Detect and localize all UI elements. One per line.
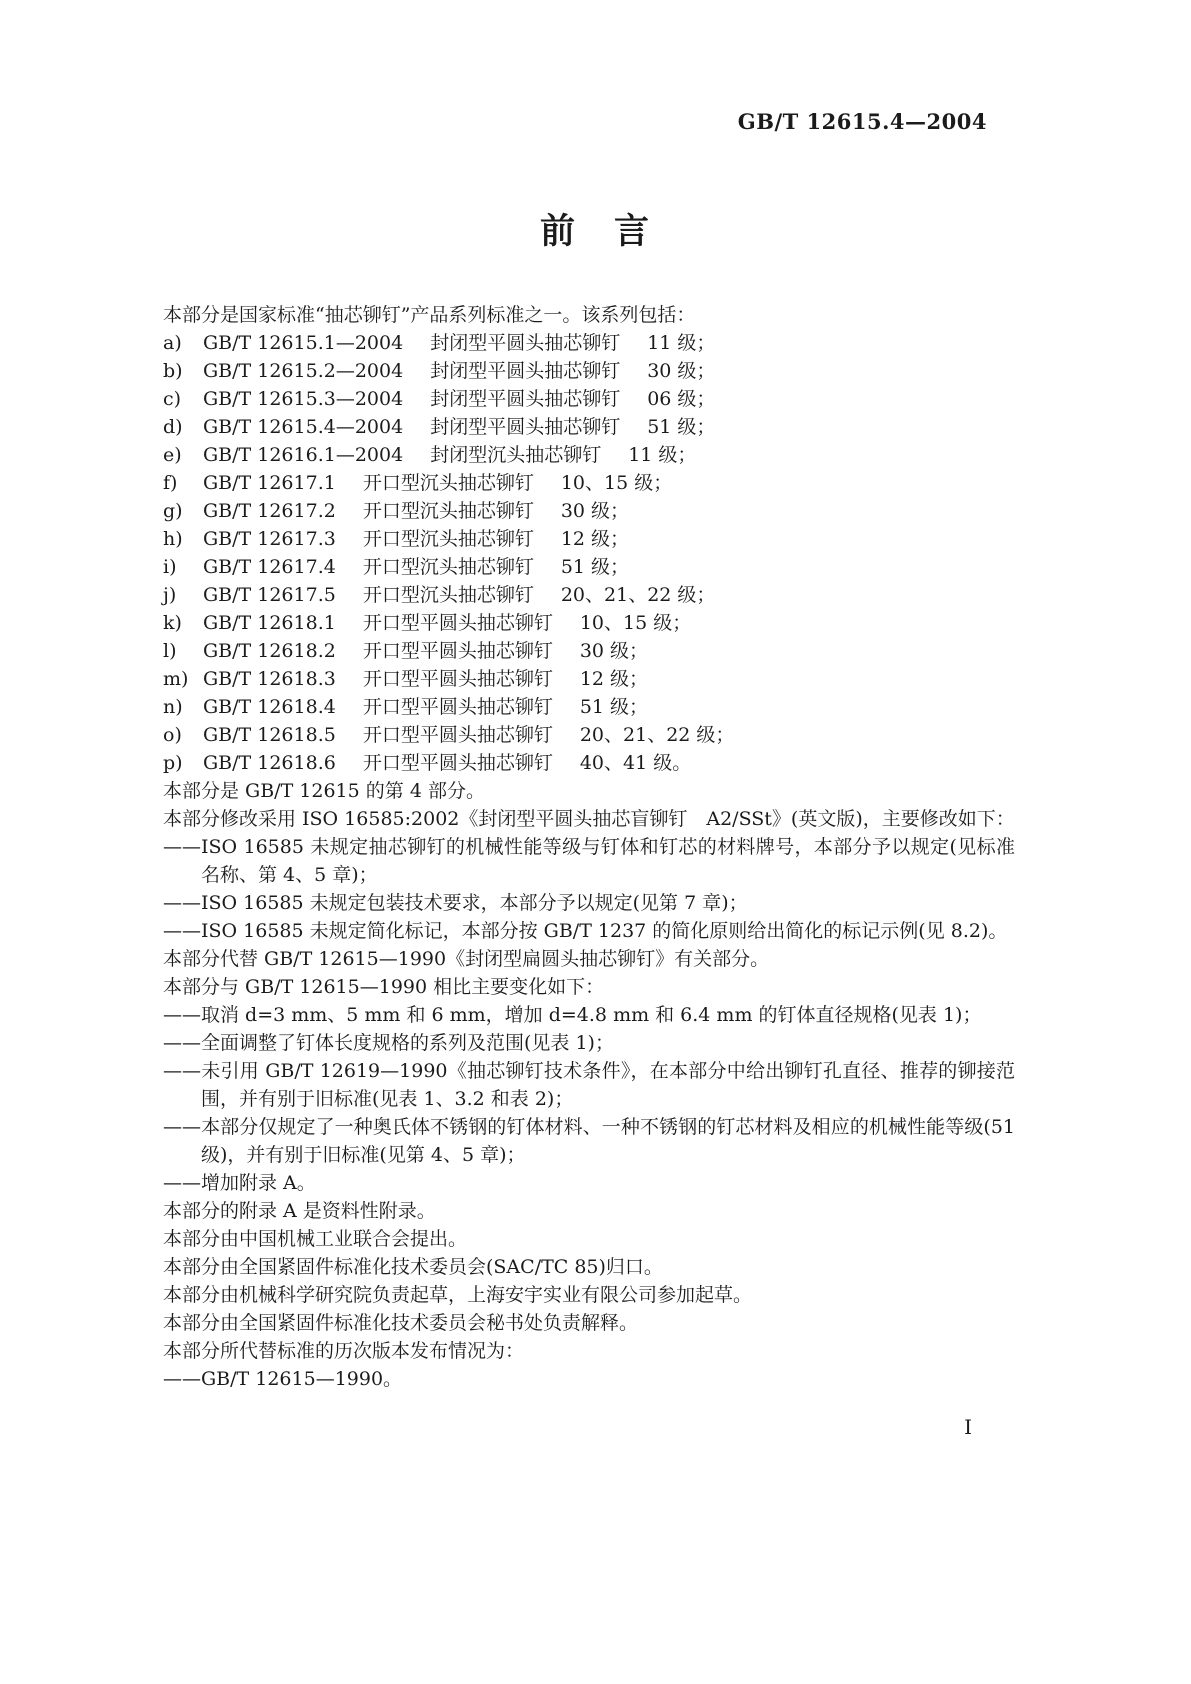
series-item-name: 封闭型沉头抽芯铆钉	[430, 444, 602, 466]
series-item-marker: j)	[163, 584, 177, 606]
series-item-marker: h)	[163, 528, 183, 550]
series-item-name: 开口型沉头抽芯铆钉	[362, 472, 534, 494]
series-item-code: GB/T 12615.4—2004	[203, 416, 404, 438]
series-item	[163, 357, 1015, 385]
series-item-code: GB/T 12617.3	[203, 528, 336, 550]
series-item-code: GB/T 12618.1	[203, 612, 336, 634]
series-item-marker: i)	[163, 556, 177, 578]
series-item-name: 开口型沉头抽芯铆钉	[362, 556, 534, 578]
series-item	[163, 469, 1015, 497]
foreword-paragraph: 本部分由中国机械工业联合会提出。	[163, 1228, 468, 1250]
series-item-grade: 51 级；	[579, 696, 649, 718]
series-item-name: 封闭型平圆头抽芯铆钉	[430, 388, 621, 410]
series-item-code: GB/T 12618.2	[203, 640, 336, 662]
foreword-dash-item: ——GB/T 12615—1990。	[163, 1368, 403, 1390]
series-item-code: GB/T 12616.1—2004	[203, 444, 404, 466]
series-item-marker: g)	[163, 500, 183, 522]
series-item-name: 封闭型平圆头抽芯铆钉	[430, 332, 621, 354]
foreword-dash-item: ——取消 d=3 mm、5 mm 和 6 mm，增加 d=4.8 mm 和 6.4 mm 的钉体直径规格(见表 1)；	[163, 1004, 982, 1026]
series-item-marker: e)	[163, 444, 182, 466]
series-item-grade: 06 级；	[647, 388, 716, 410]
standard-number: GB/T 12615.4—2004	[737, 109, 987, 134]
series-item	[163, 693, 1015, 721]
series-item-marker: a)	[163, 332, 182, 354]
foreword-dash-item: ——ISO 16585 未规定抽芯铆钉的机械性能等级与钉体和钉芯的材料牌号，本部分予以规定(见标准名称、第 4、5 章)；	[163, 836, 1015, 886]
series-item-marker: f)	[163, 472, 178, 494]
series-item-marker: k)	[163, 612, 182, 634]
series-item-code: GB/T 12617.2	[203, 500, 336, 522]
series-item-marker: o)	[163, 724, 182, 746]
series-item-name: 封闭型平圆头抽芯铆钉	[430, 360, 621, 382]
series-item-code: GB/T 12615.2—2004	[203, 360, 404, 382]
series-item-grade: 20、21、22 级；	[579, 724, 735, 746]
series-item-name: 开口型平圆头抽芯铆钉	[362, 668, 553, 690]
foreword-paragraph: 本部分是 GB/T 12615 的第 4 部分。	[163, 780, 485, 802]
series-item-name: 开口型平圆头抽芯铆钉	[362, 640, 553, 662]
series-item-code: GB/T 12618.3	[203, 668, 336, 690]
series-item	[163, 749, 1015, 777]
series-item	[163, 553, 1015, 581]
series-item-name: 开口型平圆头抽芯铆钉	[362, 724, 553, 746]
foreword-dash-item: ——未引用 GB/T 12619—1990《抽芯铆钉技术条件》，在本部分中给出铆钉孔直径、推荐的铆接范围，并有别于旧标准(见表 1、3.2 和表 2)；	[163, 1060, 1015, 1110]
foreword-dash-item: ——增加附录 A。	[163, 1172, 316, 1194]
series-item-marker: m)	[163, 668, 189, 690]
series-item-code: GB/T 12615.3—2004	[203, 388, 404, 410]
series-item-code: GB/T 12617.1	[203, 472, 336, 494]
series-item-marker: n)	[163, 696, 183, 718]
series-item-name: 封闭型平圆头抽芯铆钉	[430, 416, 621, 438]
series-item-marker: p)	[163, 752, 183, 774]
foreword-paragraph: 本部分与 GB/T 12615—1990 相比主要变化如下：	[163, 976, 605, 998]
series-item	[163, 441, 1015, 469]
foreword-paragraph: 本部分由全国紧固件标准化技术委员会秘书处负责解释。	[163, 1312, 639, 1334]
series-item-name: 开口型沉头抽芯铆钉	[362, 528, 534, 550]
foreword-body	[163, 301, 1015, 1393]
series-item-grade: 10、15 级；	[560, 472, 673, 494]
series-item-grade: 40、41 级。	[579, 752, 692, 774]
series-item	[163, 385, 1015, 413]
foreword-dash-item: ——ISO 16585 未规定简化标记，本部分按 GB/T 1237 的简化原则给出简化的标记示例(见 8.2)。	[163, 920, 1008, 942]
series-item-grade: 51 级；	[647, 416, 716, 438]
series-item-marker: b)	[163, 360, 183, 382]
series-item	[163, 665, 1015, 693]
series-item-grade: 30 级；	[579, 640, 649, 662]
foreword-paragraph: 本部分代替 GB/T 12615—1990《封闭型扁圆头抽芯铆钉》有关部分。	[163, 948, 770, 970]
series-item	[163, 525, 1015, 553]
series-item-grade: 12 级；	[579, 668, 649, 690]
foreword-paragraph: 本部分修改采用 ISO 16585:2002《封闭型平圆头抽芯盲铆钉 A2/SSt》(英文版)，主要修改如下：	[163, 808, 1015, 830]
series-item-grade: 30 级；	[560, 500, 630, 522]
foreword-intro: 本部分是国家标准“抽芯铆钉”产品系列标准之一。该系列包括：	[163, 304, 696, 326]
series-item-code: GB/T 12618.6	[203, 752, 336, 774]
series-item-marker: l)	[163, 640, 177, 662]
foreword-dash-item: ——全面调整了钉体长度规格的系列及范围(见表 1)；	[163, 1032, 614, 1054]
series-item-name: 开口型平圆头抽芯铆钉	[362, 612, 553, 634]
series-item-code: GB/T 12615.1—2004	[203, 332, 404, 354]
foreword-dash-item: ——ISO 16585 未规定包装技术要求，本部分予以规定(见第 7 章)；	[163, 892, 748, 914]
series-item	[163, 413, 1015, 441]
series-item-name: 开口型沉头抽芯铆钉	[362, 500, 534, 522]
foreword-paragraph: 本部分所代替标准的历次版本发布情况为：	[163, 1340, 525, 1362]
series-item-grade: 20、21、22 级；	[560, 584, 716, 606]
series-item-grade: 30 级；	[647, 360, 716, 382]
foreword-paragraph: 本部分的附录 A 是资料性附录。	[163, 1200, 436, 1222]
series-item-code: GB/T 12617.5	[203, 584, 336, 606]
series-item-name: 开口型沉头抽芯铆钉	[362, 584, 534, 606]
series-item-name: 开口型平圆头抽芯铆钉	[362, 696, 553, 718]
series-item-grade: 12 级；	[560, 528, 630, 550]
series-item-grade: 11 级；	[647, 332, 716, 354]
series-item-name: 开口型平圆头抽芯铆钉	[362, 752, 553, 774]
series-item-code: GB/T 12618.5	[203, 724, 336, 746]
series-item-grade: 11 级；	[628, 444, 697, 466]
page-number: Ⅰ	[964, 1415, 972, 1439]
foreword-dash-item: ——本部分仅规定了一种奥氏体不锈钢的钉体材料、一种不锈钢的钉芯材料及相应的机械性能等级(51 级)，并有别于旧标准(见第 4、5 章)；	[163, 1116, 1015, 1166]
series-item	[163, 637, 1015, 665]
series-item-marker: d)	[163, 416, 183, 438]
foreword-paragraph: 本部分由机械科学研究院负责起草，上海安宇实业有限公司参加起草。	[163, 1284, 753, 1306]
series-item	[163, 581, 1015, 609]
series-item	[163, 609, 1015, 637]
series-item	[163, 497, 1015, 525]
series-item	[163, 721, 1015, 749]
series-item	[163, 329, 1015, 357]
foreword-paragraph: 本部分由全国紧固件标准化技术委员会(SAC/TC 85)归口。	[163, 1256, 663, 1278]
series-item-grade: 10、15 级；	[579, 612, 692, 634]
page-title: 前 言	[539, 212, 651, 252]
series-item-grade: 51 级；	[560, 556, 630, 578]
series-item-code: GB/T 12617.4	[203, 556, 336, 578]
series-item-marker: c)	[163, 388, 182, 410]
series-item-code: GB/T 12618.4	[203, 696, 336, 718]
